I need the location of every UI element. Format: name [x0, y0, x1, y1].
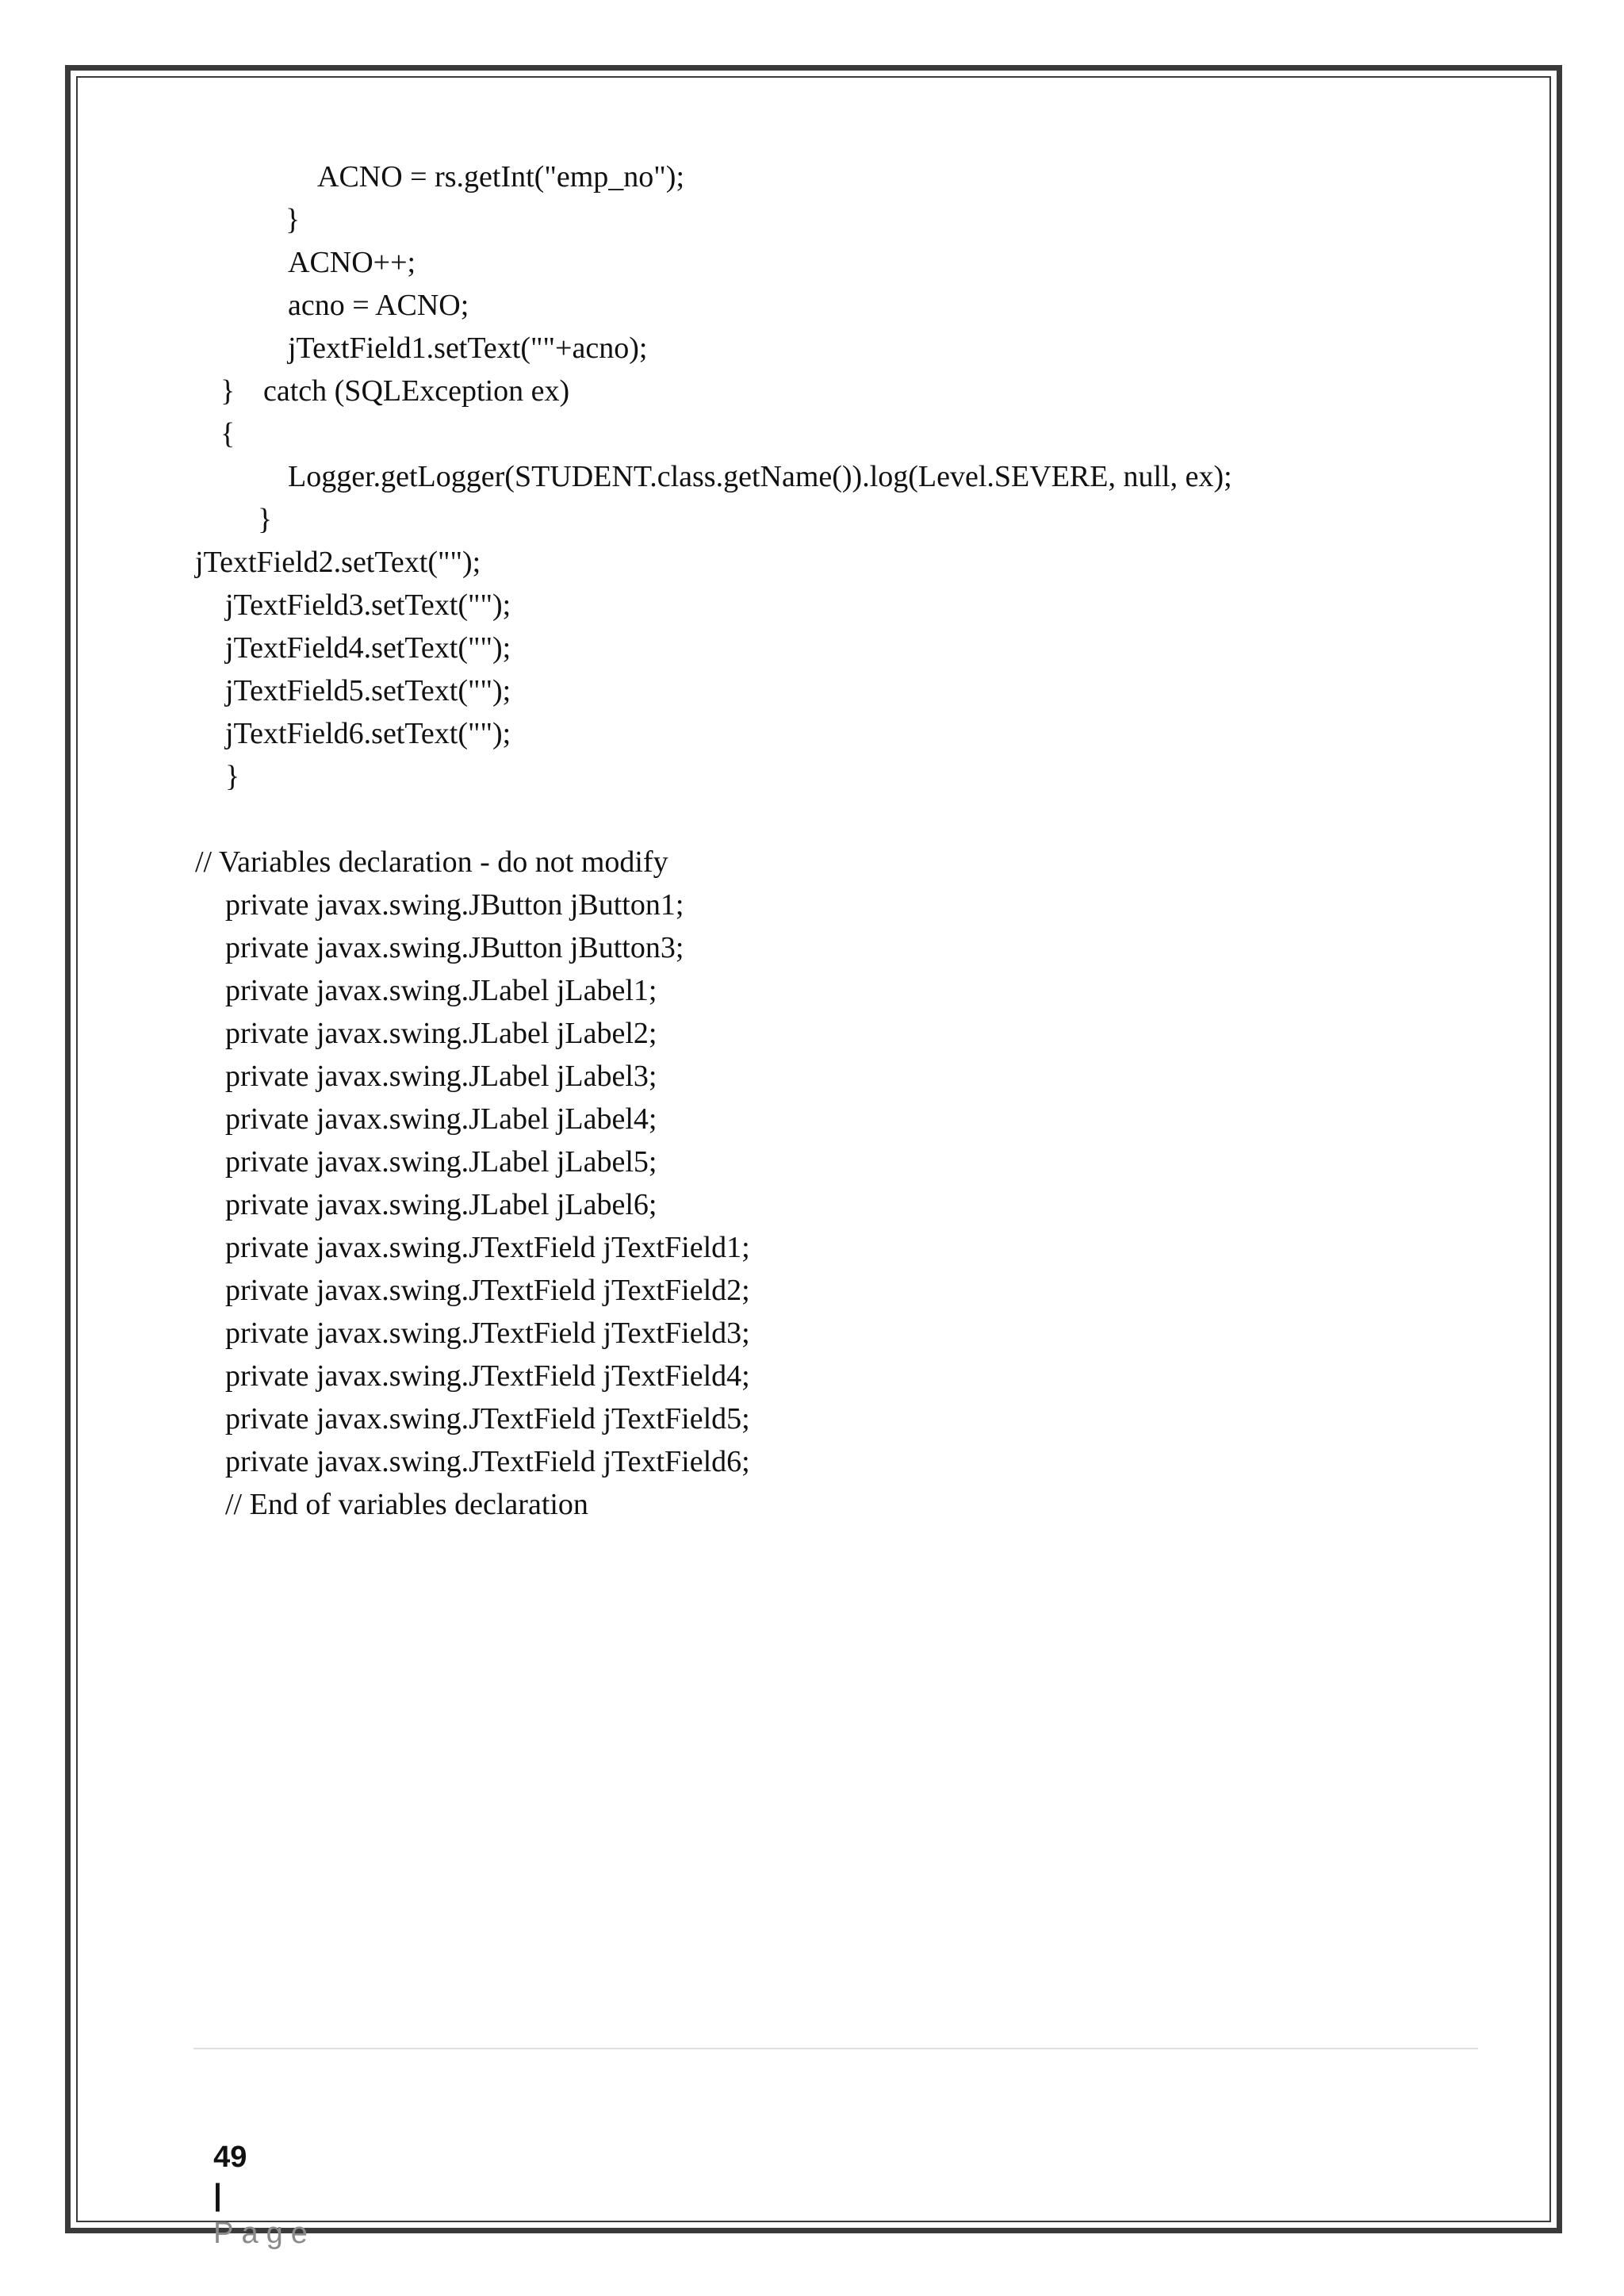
code-line: private javax.swing.JLabel jLabel4;: [225, 1102, 657, 1136]
code-line: private javax.swing.JLabel jLabel3;: [225, 1060, 657, 1093]
code-line: }: [220, 374, 236, 408]
code-line: private javax.swing.JButton jButton3;: [225, 931, 684, 964]
code-line: jTextField6.setText("");: [225, 717, 511, 750]
code-line: ACNO = rs.getInt("emp_no");: [317, 160, 684, 194]
page-separator: |: [213, 2179, 222, 2212]
code-line: private javax.swing.JButton jButton1;: [225, 888, 684, 922]
code-line: jTextField3.setText("");: [225, 588, 511, 622]
code-line: jTextField4.setText("");: [225, 631, 511, 665]
code-line: private javax.swing.JTextField jTextField4;: [225, 1359, 750, 1393]
code-line: catch (SQLException ex): [263, 374, 570, 408]
code-line: {: [220, 417, 236, 450]
code-comment: // End of variables declaration: [225, 1488, 588, 1521]
code-line: }: [258, 503, 273, 536]
code-line: ACNO++;: [288, 246, 416, 279]
code-line: private javax.swing.JTextField jTextField3;: [225, 1317, 750, 1350]
code-line: private javax.swing.JLabel jLabel5;: [225, 1145, 657, 1179]
code-line: }: [225, 760, 240, 793]
code-line: acno = ACNO;: [288, 289, 469, 322]
code-line: private javax.swing.JTextField jTextField2;: [225, 1274, 750, 1307]
code-line: jTextField5.setText("");: [225, 674, 511, 707]
code-line: private javax.swing.JTextField jTextField1;: [225, 1231, 750, 1264]
code-line: private javax.swing.JTextField jTextField6;: [225, 1445, 750, 1478]
code-line: private javax.swing.JLabel jLabel2;: [225, 1017, 657, 1050]
code-line: private javax.swing.JLabel jLabel6;: [225, 1188, 657, 1221]
footer-divider: [193, 2048, 1478, 2049]
page-footer: [197, 2100, 316, 2252]
code-line: jTextField2.setText("");: [195, 546, 481, 579]
code-comment: // Variables declaration - do not modify: [195, 845, 668, 879]
page-label: Page: [213, 2217, 316, 2250]
code-line: Logger.getLogger(STUDENT.class.getName()).log(Level.SEVERE, null, ex);: [288, 460, 1232, 493]
code-line: private javax.swing.JTextField jTextField5;: [225, 1402, 750, 1435]
code-line: jTextField1.setText(""+acno);: [288, 332, 648, 365]
code-line: }: [285, 203, 301, 236]
page-number: 49: [213, 2141, 247, 2174]
code-line: private javax.swing.JLabel jLabel1;: [225, 974, 657, 1007]
